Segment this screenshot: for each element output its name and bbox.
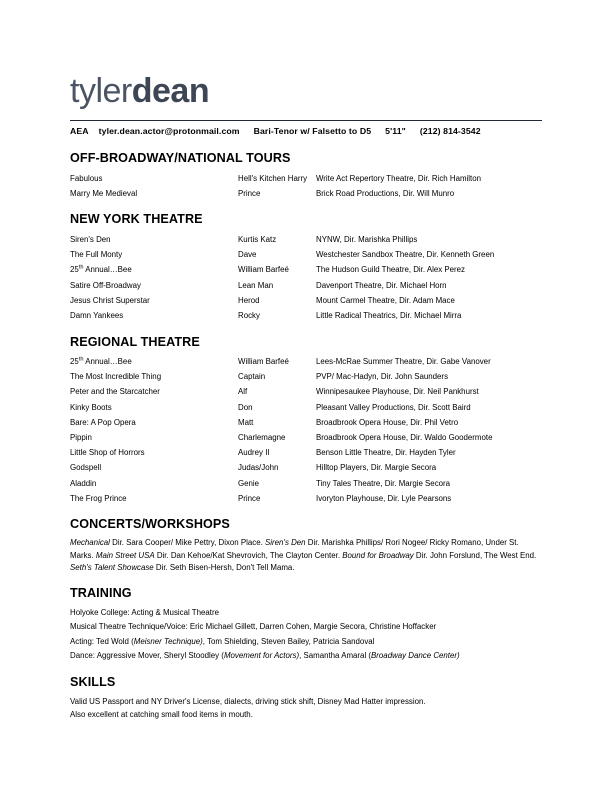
section-concerts-workshops: [70, 517, 542, 574]
table-row: [70, 186, 542, 201]
credit-character: Genie: [238, 478, 260, 488]
credit-role: Damn Yankees: [70, 310, 124, 320]
credit-role: Peter and the Starcatcher: [70, 387, 160, 397]
credits-table-regional: [70, 355, 542, 507]
credit-company: Broadbrook Opera House, Dir. Waldo Goodermote: [316, 433, 493, 443]
section-regional-theatre: [70, 335, 542, 507]
credit-role: Jesus Christ Superstar: [70, 295, 150, 305]
skills-line: Also excellent at catching small food items in mouth.: [70, 710, 253, 720]
credit-character: Rocky: [238, 310, 260, 320]
table-row: [70, 248, 542, 263]
voice-type: Bari-Tenor w/ Falsetto to D5: [253, 126, 372, 136]
training-line: Acting: Ted Wold (Meisner Technique), Tom Shielding, Steven Bailey, Patricia Sandoval: [70, 636, 375, 646]
credit-character: Matt: [238, 417, 254, 427]
name-first: tyler: [70, 72, 132, 110]
union-label: AEA: [70, 126, 89, 136]
page-title: [70, 72, 542, 110]
credit-character: Hell's Kitchen Harry: [238, 173, 308, 183]
table-row: [70, 293, 542, 308]
section-title: CONCERTS/WORKSHOPS: [70, 517, 230, 532]
credit-character: Kurtis Katz: [238, 234, 277, 244]
credit-role-prefix: 25: [70, 357, 79, 367]
credit-role: Little Shop of Horrors: [70, 448, 145, 458]
table-row: [70, 461, 542, 476]
credit-character: Judas/John: [238, 463, 279, 473]
credit-role: Satire Off-Broadway: [70, 280, 141, 290]
table-row: [70, 476, 542, 491]
credit-company: Broadbrook Opera House, Dir. Phil Vetro: [316, 417, 459, 427]
table-row: [70, 171, 542, 186]
credit-role: Kinky Boots: [70, 402, 112, 412]
name-last: dean: [131, 72, 210, 110]
credit-character: Audrey II: [238, 448, 270, 458]
credit-role: The Full Monty: [70, 250, 123, 260]
name-header: [70, 72, 542, 110]
credit-role: Marry Me Medieval: [70, 188, 138, 198]
credit-company: Westchester Sandbox Theatre, Dir. Kenneth Green: [316, 250, 495, 260]
credit-role-prefix: 25: [70, 265, 79, 275]
credit-company: Write Act Repertory Theatre, Dir. Rich Hamilton: [316, 173, 482, 183]
credit-character: Charlemagne: [238, 433, 286, 443]
section-title: SKILLS: [70, 674, 116, 689]
height-value: 5'11": [385, 126, 406, 136]
credit-company: NYNW, Dir. Marishka Phillips: [316, 234, 418, 244]
credit-company: Winnipesaukee Playhouse, Dir. Neil Pankhurst: [316, 387, 479, 397]
credit-role-ordinal: th: [78, 264, 84, 271]
credit-role: The Frog Prince: [70, 493, 127, 503]
table-row: [70, 263, 542, 278]
credit-role-suffix: Annual…Bee: [83, 265, 132, 275]
table-row: [70, 415, 542, 430]
section-title: OFF-BROADWAY/NATIONAL TOURS: [70, 151, 291, 165]
section-title: REGIONAL THEATRE: [70, 334, 200, 349]
section-new-york-theatre: [70, 212, 542, 323]
credit-company: Brick Road Productions, Dir. Will Munro: [316, 188, 455, 198]
credit-character: Captain: [238, 372, 266, 382]
credit-role: Aladdin: [70, 478, 97, 488]
credit-company: The Hudson Guild Theatre, Dir. Alex Perez: [316, 265, 465, 275]
table-row: [70, 430, 542, 445]
table-row: [70, 385, 542, 400]
table-row: [70, 308, 542, 323]
credit-company: Benson Little Theatre, Dir. Hayden Tyler: [316, 448, 456, 458]
credit-role: The Most Incredible Thing: [70, 372, 162, 382]
credit-role: [70, 355, 238, 370]
credit-company: Little Radical Theatrics, Dir. Michael Mirra: [316, 310, 462, 320]
table-row: [70, 232, 542, 247]
credit-company: Hilltop Players, Dir. Margie Secora: [316, 463, 437, 473]
credit-company: Davenport Theatre, Dir. Michael Horn: [316, 280, 447, 290]
credit-role: Bare: A Pop Opera: [70, 417, 136, 427]
table-row: [70, 278, 542, 293]
credits-table-off-broadway: [70, 171, 542, 201]
credit-role-suffix: Annual…Bee: [83, 357, 132, 367]
table-row: [70, 370, 542, 385]
credit-character: William Barfeé: [238, 357, 289, 367]
credit-character: Don: [238, 402, 253, 412]
training-lines: [70, 606, 542, 664]
credit-character: Prince: [238, 188, 261, 198]
training-line: Holyoke College: Acting & Musical Theatre: [70, 607, 219, 617]
credit-character: Alf: [238, 387, 248, 397]
email-address: tyler.dean.actor@protonmail.com: [98, 126, 240, 136]
section-skills: [70, 675, 542, 722]
credit-character: Dave: [238, 250, 257, 260]
skills-line: Valid US Passport and NY Driver's License, dialects, driving stick shift, Disney Mad Hatter impression.: [70, 696, 426, 706]
credit-role: Siren's Den: [70, 234, 111, 244]
credit-company: PVP/ Mac-Hadyn, Dir. John Saunders: [316, 372, 449, 382]
credit-role: Godspell: [70, 463, 102, 473]
table-row: [70, 355, 542, 370]
credit-role: Pippin: [70, 433, 92, 443]
training-line: Musical Theatre Technique/Voice: Eric Michael Gillett, Darren Cohen, Margie Secora, Christine Hoffacker: [70, 622, 437, 632]
credit-company: Mount Carmel Theatre, Dir. Adam Mace: [316, 295, 455, 305]
credit-company: Ivoryton Playhouse, Dir. Lyle Pearsons: [316, 493, 452, 503]
section-title: NEW YORK THEATRE: [70, 212, 203, 227]
credit-character: Herod: [238, 295, 260, 305]
credit-role: Fabulous: [70, 173, 103, 183]
table-row: [70, 400, 542, 415]
section-off-broadway: [70, 151, 542, 201]
section-training: [70, 586, 542, 664]
credit-character: William Barfeé: [238, 265, 289, 275]
credit-role-ordinal: th: [78, 356, 84, 363]
concerts-body: Mechanical Dir. Sara Cooper/ Mike Pettry, Dixon Place. Siren's Den Dir. Marishka Phillips/ Rori Nogee/ Ricky Romano, Under St. Marks. Main Street USA Dir. Dan Kehoe/Kat Shevrovich, The Clayton Center. Bound for Broadway Dir. John Forslund, The West End. Seth's Talent Showcase Dir. Seth Bisen-Hersh, Don't Tell Mama.: [70, 538, 537, 573]
credit-character: Prince: [238, 493, 261, 503]
credit-role: [70, 263, 238, 278]
phone-number: (212) 814-3542: [419, 126, 481, 136]
table-row: [70, 491, 542, 506]
credit-company: Lees-McRae Summer Theatre, Dir. Gabe Vanover: [316, 357, 491, 367]
table-row: [70, 446, 542, 461]
section-title: TRAINING: [70, 585, 132, 600]
training-line: Dance: Aggressive Mover, Sheryl Stoodley (Movement for Actors), Samantha Amaral (Broadway Dance Center): [70, 651, 460, 661]
contact-line: [70, 121, 542, 140]
credit-character: Lean Man: [238, 280, 274, 290]
credit-company: Pleasant Valley Productions, Dir. Scott Baird: [316, 402, 471, 412]
credits-table-new-york: [70, 232, 542, 323]
credit-company: Tiny Tales Theatre, Dir. Margie Secora: [316, 478, 451, 488]
